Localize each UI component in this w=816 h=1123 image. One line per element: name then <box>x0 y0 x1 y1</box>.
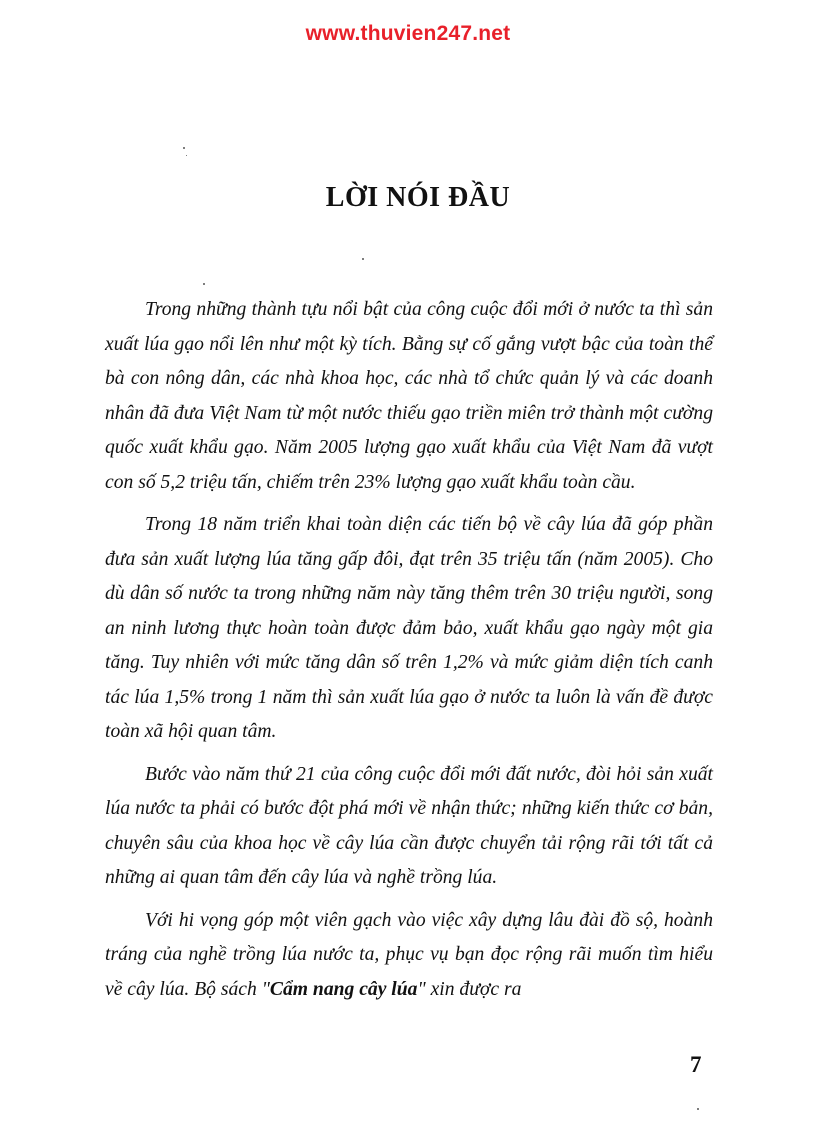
paragraph-4-after: " xin được ra <box>417 978 522 1000</box>
scan-speck <box>362 258 364 260</box>
paragraph-2: Trong 18 năm triển khai toàn diện các tiến bộ về cây lúa đã góp phần đưa sản xuất lượng lúa tăng gấp đôi, đạt trên 35 triệu tấn (năm 2005). Cho dù dân số nước ta trong những năm này tăng thêm trên 30 triệu người, song an ninh lương thực hoàn toàn được đảm bảo, xuất khẩu gạo ngày một gia tăng. Tuy nhiên với mức tăng dân số trên 1,2% và mức giảm diện tích canh tác lúa 1,5% trong 1 năm thì sản xuất lúa gạo ở nước ta luôn là vấn đề được toàn xã hội quan tâm. <box>105 514 713 742</box>
page-title: LỜI NÓI ĐẦU <box>325 182 511 213</box>
scan-speck <box>697 1108 699 1110</box>
paragraph-4 <box>105 904 713 1008</box>
preface-body <box>105 293 713 1015</box>
paragraph-3: Bước vào năm thứ 21 của công cuộc đổi mới đất nước, đòi hỏi sản xuất lúa nước ta phải có bước đột phá mới về nhận thức; những kiến thức cơ bản, chuyên sâu của khoa học về cây lúa cần được chuyển tải rộng rãi tới tất cả những ai quan tâm đến cây lúa và nghề trồng lúa. <box>105 763 713 888</box>
paragraph-4-before: Với hi vọng góp một viên gạch vào việc xây dựng lâu đài đồ sộ, hoành tráng của nghề trồng lúa nước ta, phục vụ bạn đọc rộng rãi muốn tìm hiểu về cây lúa. Bộ sách " <box>105 909 713 1000</box>
watermark <box>0 22 816 46</box>
scan-speck <box>203 283 205 285</box>
paragraph-1: Trong những thành tựu nổi bật của công cuộc đổi mới ở nước ta thì sản xuất lúa gạo nổi lên như một kỳ tích. Bằng sự cố gắng vượt bậc của toàn thể bà con nông dân, các nhà khoa học, các nhà tổ chức quản lý và các doanh nhân đã đưa Việt Nam từ một nước thiếu gạo triền miên trở thành một cường quốc xuất khẩu gạo. Năm 2005 lượng gạo xuất khẩu của Việt Nam đã vượt con số 5,2 triệu tấn, chiếm trên 23% lượng gạo xuất khẩu toàn cầu. <box>105 299 713 493</box>
scan-speck <box>183 147 185 149</box>
scan-speck <box>186 155 187 156</box>
page-number: 7 <box>690 1052 702 1077</box>
book-title: Cẩm nang cây lúa <box>269 978 418 1000</box>
watermark-link[interactable]: www.thuvien247.net <box>305 22 511 45</box>
